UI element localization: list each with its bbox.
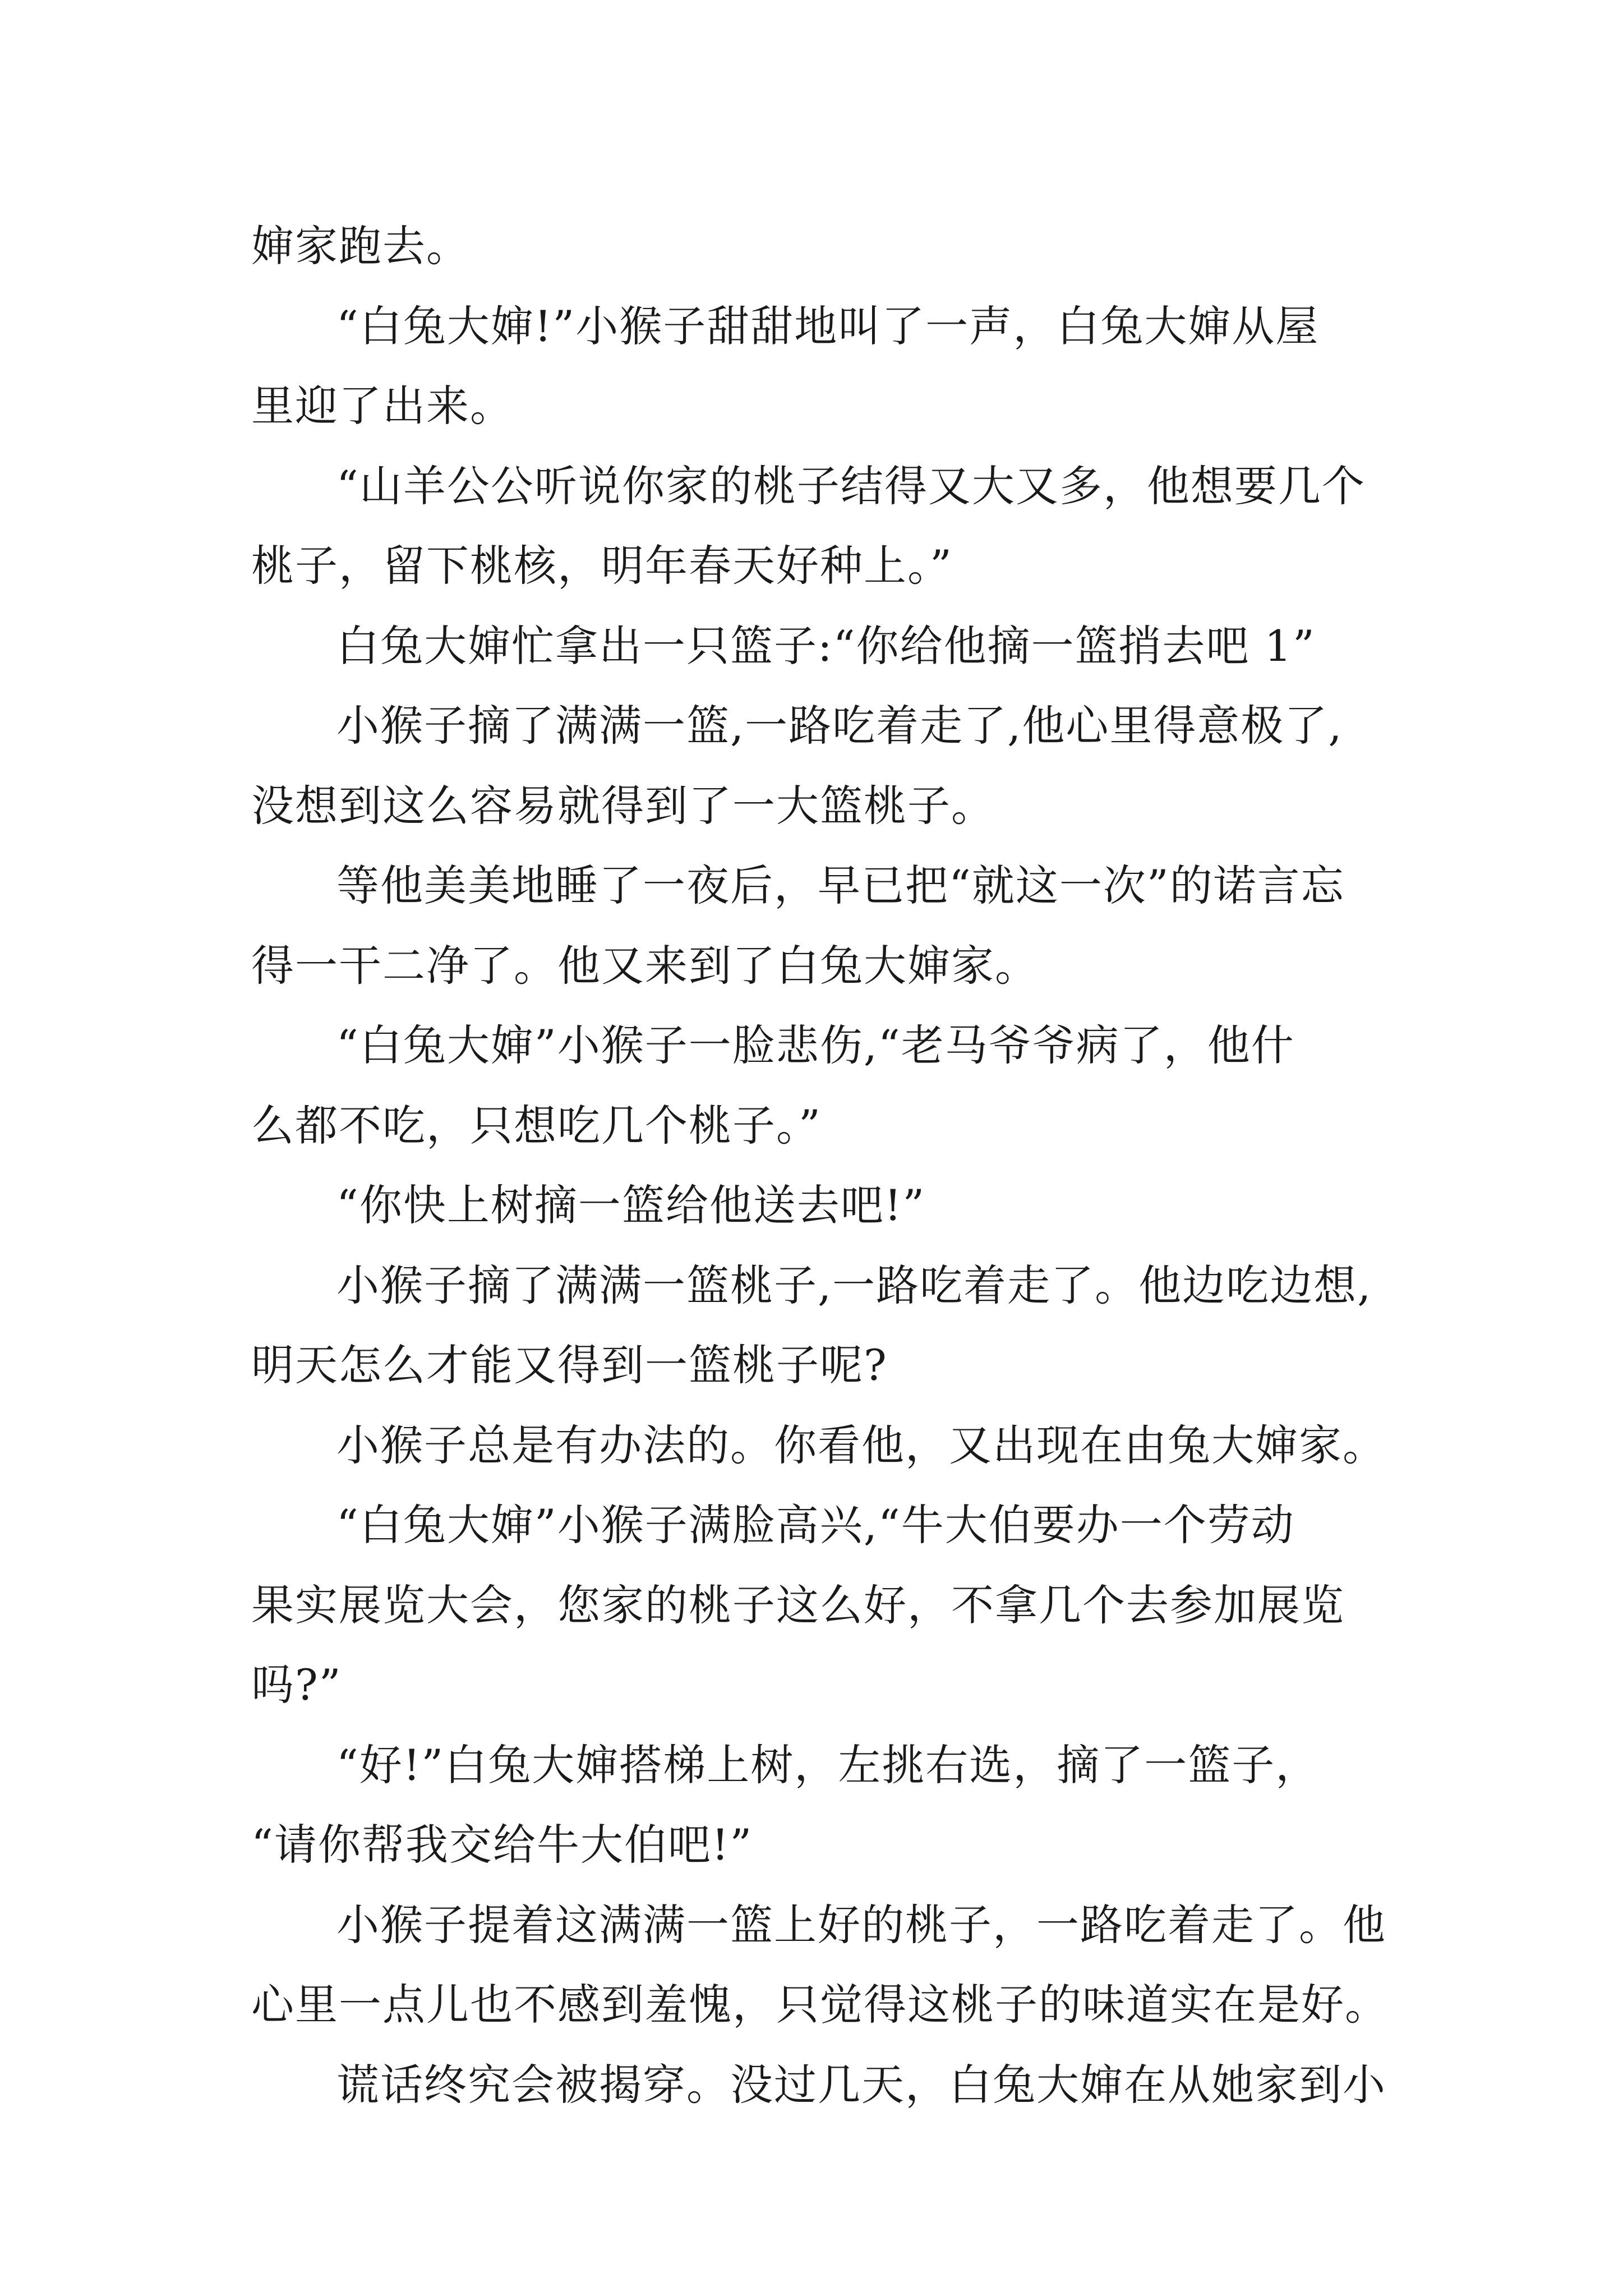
text-line: “你快上树摘一篮给他送去吧!” [336,1180,926,1230]
text-line: 谎话终究会被揭穿。没过几天，白兔大婶在从她家到小 [336,2059,1386,2110]
text-line: 小猴子总是有办法的。你看他，又出现在由兔大婶家。 [336,1420,1386,1470]
text-line: 里迎了出来。 [251,381,514,431]
text-line: “好!”白兔大婶搭梯上树，左挑右选，摘了一篮子， [336,1740,1320,1790]
text-line: 小猴子摘了满满一篮桃子,一路吃着走了。他边吃边想, [336,1260,1372,1310]
text-line: 心里一点儿也不感到羞愧，只觉得这桃子的味道实在是好。 [251,1980,1389,2030]
text-line: 等他美美地睡了一夜后，早已把“就这一次”的诺言忘 [336,861,1345,910]
text-line: 小猴子提着这满满一篮上好的桃子，一路吃着走了。他 [336,1899,1386,1950]
text-line: 明天怎么才能又得到一篮桃子呢? [251,1340,888,1390]
text-line: 么都不吃，只想吃几个桃子。” [251,1100,822,1151]
text-line: “白兔大婶”小猴子满脸高兴,“牛大伯要办一个劳动 [336,1500,1295,1550]
text-line: 桃子，留下桃核，明年春天好种上。” [251,541,953,591]
text-line: “山羊公公听说你家的桃子结得又大又多，他想要几个 [336,461,1366,511]
text-line: 得一干二净了。他又来到了白兔大婶家。 [251,940,1039,991]
text-line: 小猴子摘了满满一篮,一路吃着走了,他心里得意极了, [336,701,1343,751]
text-line: 果实展览大会，您家的桃子这么好，不拿几个去参加展览 [251,1580,1345,1630]
text-line: 没想到这么容易就得到了一大篮桃子。 [251,780,995,831]
text-line: “请你帮我交给牛大伯吧!” [251,1820,753,1870]
text-line: 白兔大婶忙拿出一只篮子:“你给他摘一篮捎去吧 1” [336,620,1316,671]
story-text-body [251,206,1401,2125]
text-line: “白兔大婶!”小猴子甜甜地叫了一声，白兔大婶从屋 [336,301,1320,351]
text-line: 婶家跑去。 [251,221,470,271]
text-line: 吗?” [251,1660,342,1710]
text-line: “白兔大婶”小猴子一脸悲伤,“老马爷爷病了，他什 [336,1020,1295,1070]
